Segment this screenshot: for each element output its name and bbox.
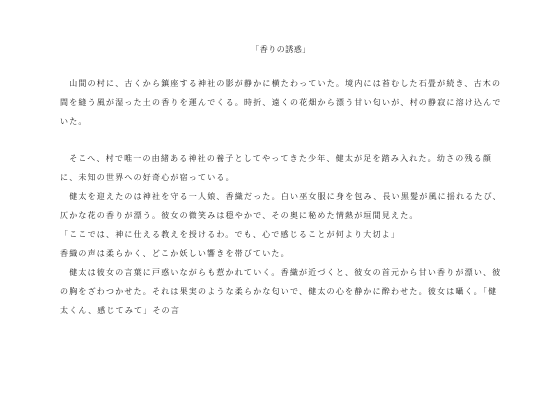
- paragraph-5: 健太は彼女の言葉に戸惑いながらも惹かれていく。香織が近づくと、彼女の首元から甘い香りが漂い、彼の胸をざわつかせた。それは果実のような柔らかな匂いで、健太の心を静かに酔わせた。彼女は囁く。「健太くん、感じてみて」その言: [60, 268, 502, 315]
- paragraph-3: 健太を迎えたのは神社を守る一人娘、香織だった。白い巫女服に身を包み、長い黒髪が風に揺れるたび、仄かな花の香りが漂う。彼女の微笑みは穏やかで、その奥に秘めた情熱が垣間見えた。: [60, 192, 502, 220]
- paragraph-spacer: [60, 131, 502, 149]
- document-title: 「香りの誘惑」: [251, 45, 311, 54]
- paragraph-4: 香織の声は柔らかく、どこか妖しい響きを帯びていた。: [60, 249, 290, 258]
- paragraph-2: そこへ、村で唯一の由緒ある神社の養子としてやってきた少年、健太が足を踏み入れた。幼さの残る顔に、未知の世界への好奇心が宿っている。: [60, 154, 493, 182]
- paragraph-1: 山間の村に、古くから鎮座する神社の影が静かに横たわっていた。境内には苔むした石畳が続き、古木の間を縫う風が湿った土の香りを運んでくる。時折、遠くの花畑から漂う甘い匂いが、村の静寂に溶け込んでいた。: [60, 79, 502, 126]
- dialogue-line: 「ここでは、神に仕える教えを授けるわ。でも、心で感じることが何より大切よ」: [60, 230, 401, 239]
